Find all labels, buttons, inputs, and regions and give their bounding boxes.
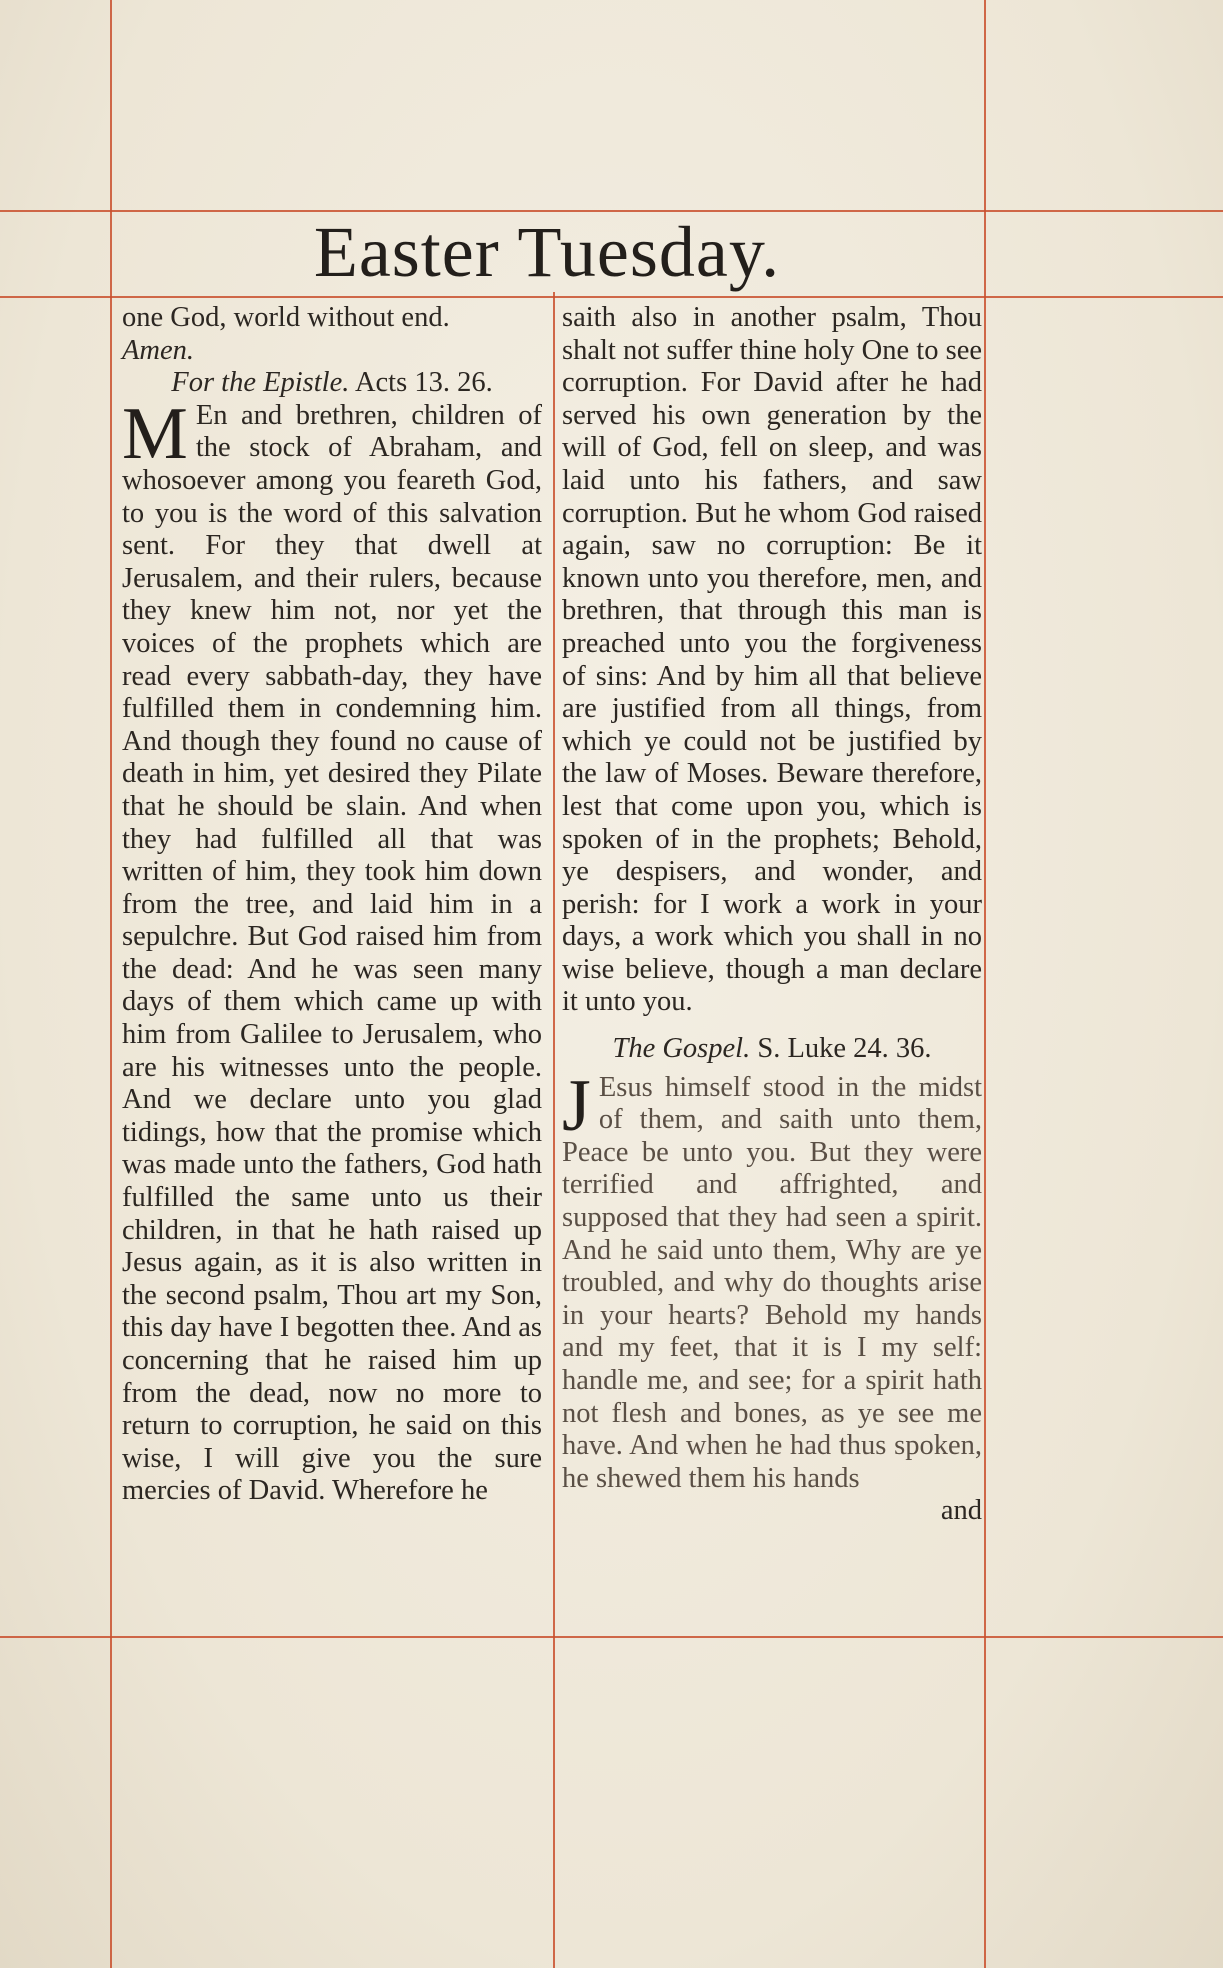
gospel-heading-ref: S. Luke 24. 36. [757,1033,932,1065]
catchword-line [562,1495,982,1528]
catchword: and [940,1495,982,1527]
left-column [122,302,542,1508]
gospel-dropcap: J [562,1064,591,1147]
page-title: Easter Tuesday. [313,212,781,292]
rule-center [553,292,555,1968]
rule-header-bottom [0,296,1223,298]
gospel-heading [562,1033,982,1066]
epistle-text: En and brethren, children of the stock of Abraham, and whosoever among you feareth God, to you is the word of this salvation sent. For they that dwell at Jerusalem, and their rulers, because they knew him not, nor yet the voices of the prophets which are read every sabbath-day, they have fulfilled them in condemning him. And though they found no cause of death in him, yet desired they Pilate that he should be slain. And when they had fulfilled all that was written of him, they took him down from the tree, and laid him in a sepulchre. But God raised him from the dead: And he was seen many days of them which came up with him from Galilee to Jerusalem, who are his witnesses unto the people. And we declare unto you glad tidings, how that the promise which was made unto the fathers, God hath fulfilled the same unto us their children, in that he hath raised up Jesus again, as it is also written in the second psalm, Thou art my Son, this day have I begotten thee. And as concerning that he raised him up from the dead, now no more to return to corruption, he said on this wise, I will give you the sure mercies of David. Wherefore he [122,399,542,1507]
epistle-heading-label: For the Epistle. [171,367,350,399]
epistle-paragraph [122,392,542,1508]
epistle-continued [562,302,982,1019]
intro-line [122,302,542,335]
intro-text: one God, world without end. [122,302,450,333]
gospel-heading-label: The Gospel. [612,1033,751,1065]
right-column [562,302,982,1528]
epistle-dropcap: M [122,392,188,475]
gospel-paragraph [562,1064,982,1496]
epistle-continued-text: saith also in another psalm, Thou shalt not suffer thine holy One to see corruption. For David after he had served his own generation by the will of God, fell on sleep, and was laid unto his fathers, and saw corruption. But he whom God raised again, saw no corruption: Be it known unto you therefore, men, and brethren, that through this man is preached unto you the forgiveness of sins: And by him all that believe are justified from all things, from which ye could not be justified by the law of Moses. Beware therefore, lest that come upon you, which is spoken of in the prophets; Behold, ye despisers, and wonder, and perish: for I work a work in your days, a work which you shall in no wise believe, though a man declare it unto you. [562,302,982,1018]
rule-footer [0,1636,1223,1638]
epistle-heading-ref: Acts 13. 26. [354,367,493,399]
gospel-text: Esus himself stood in the midst of them, and saith unto them, Peace be unto you. But they were terrified and affrighted, and supposed that they had seen a spirit. And he said unto them, Why are ye troubled, and why do thoughts arise in your hearts? Behold my hands and my feet, that it is I my self: handle me, and see; for a spirit hath not flesh and bones, as ye see me have. And when he had thus spoken, he shewed them his hands [562,1071,982,1494]
amen-line [122,335,542,368]
amen-text: Amen. [122,334,195,366]
